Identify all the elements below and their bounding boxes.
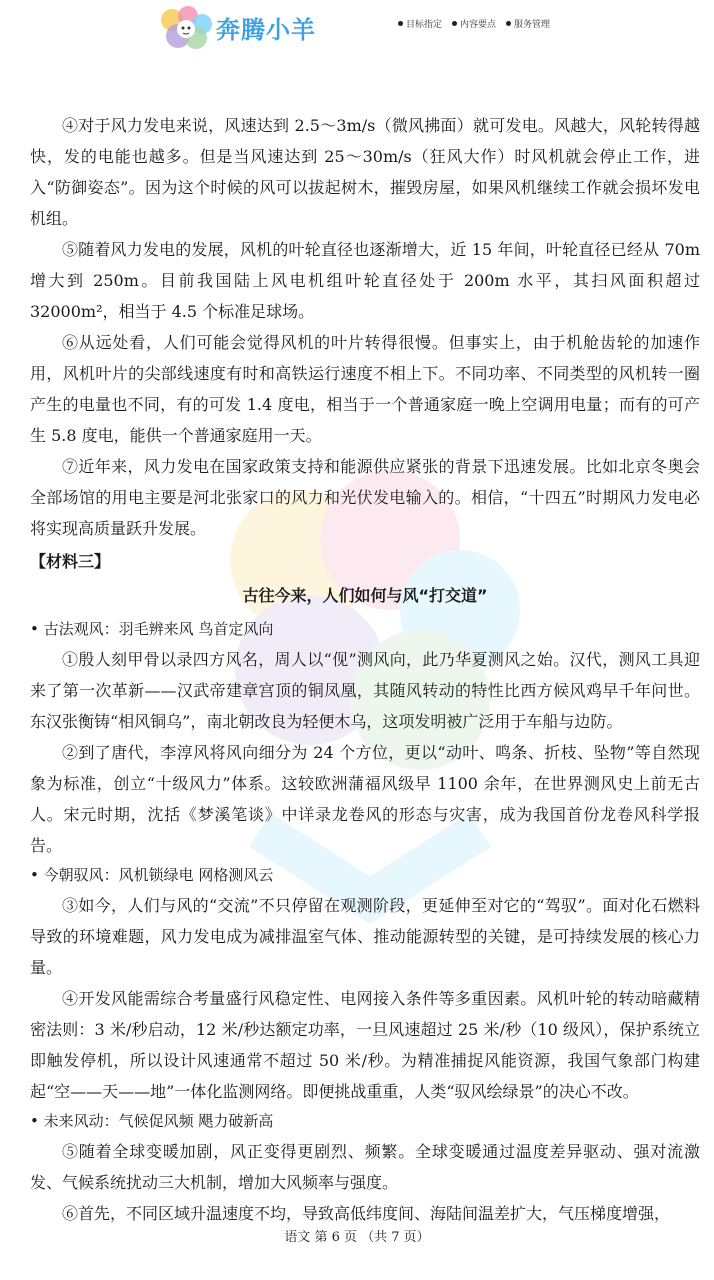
subsection-heading: • 今朝驭风：风机锁绿电 网格测风云 bbox=[30, 866, 274, 884]
material-title: 古往今来，人们如何与风“打交道” bbox=[242, 586, 488, 605]
paragraph: ①殷人刻甲骨以录四方风名，周人以“伣”测风向，此乃华夏测风之始。汉代，测风工具迎来了第一次革新——汉武帝建章宫顶的铜凤凰，其随风转动的特性比西方候风鸡早千年问世。东汉张衡铸“相风铜乌”，南北朝改良为轻便木乌，这项发明被广泛用于车船与边防。 bbox=[30, 650, 700, 731]
nav-item-label: 服务管理 bbox=[514, 20, 551, 30]
header-nav bbox=[398, 17, 550, 30]
page-header bbox=[0, 0, 714, 60]
brand-name: 奔腾小羊 bbox=[216, 16, 316, 44]
paragraph: ⑦近年来，风力发电在国家政策支持和能源供应紧张的背景下迅速发展。比如北京冬奥会全部场馆的用电主要是河北张家口的风力和光伏发电输入的。相信，“十四五”时期风力发电必将实现高质量跃升发展。 bbox=[30, 457, 700, 538]
material-label: 【材料三】 bbox=[30, 552, 111, 571]
paragraph: ⑤随着全球变暖加剧，风正变得更剧烈、频繁。全球变暖通过温度差异驱动、强对流激发、气候系统扰动三大机制，增加大风频率与强度。 bbox=[30, 1142, 700, 1192]
nav-item bbox=[506, 17, 550, 30]
nav-item-label: 目标指定 bbox=[406, 20, 443, 30]
nav-item-label: 内容要点 bbox=[460, 20, 497, 30]
paragraph: ②到了唐代，李淳风将风向细分为 24 个方位，更以“动叶、鸣条、折枝、坠物”等自然现象为标准，创立“十级风力”体系。这较欧洲蒲福风级早 1100 余年，在世界测风史上前无古人。宋元时期，沈括《梦溪笔谈》中详录龙卷风的形态与灾害，成为我国首份龙卷风科学报告。 bbox=[30, 743, 700, 855]
paragraph: ⑥首先，不同区域升温速度不均，导致高低纬度间、海陆间温差扩大，气压梯度增强， bbox=[62, 1204, 671, 1223]
sheep-logo-icon bbox=[158, 6, 214, 52]
paragraph: ⑥从远处看，人们可能会觉得风机的叶片转得很慢。但事实上，由于机舱齿轮的加速作用，风机叶片的尖部线速度有时和高铁运行速度不相上下。不同功率、不同类型的风机转一圈产生的电量也不同，有的可发 1.4 度电，相当于一个普通家庭一晚上空调用电量；而有的可产生 5.8 度电，能供一个普通家庭用一天。 bbox=[30, 333, 700, 445]
document-body bbox=[30, 110, 700, 1229]
bullet-dot-icon bbox=[452, 21, 457, 26]
paragraph: ④开发风能需综合考量盛行风稳定性、电网接入条件等多重因素。风机叶轮的转动暗藏精密法则：3 米/秒启动，12 米/秒达额定功率，一旦风速超过 25 米/秒（10 级风），保护系统立即触发停机，所以设计风速通常不超过 50 米/秒。为精准捕捉风能资源，我国气象部门构建起“空——天——地”一体化监测网络。即便挑战重重，人类“驭风绘绿景”的决心不改。 bbox=[30, 989, 700, 1101]
bullet-dot-icon bbox=[506, 21, 511, 26]
paragraph: ③如今，人们与风的“交流”不只停留在观测阶段，更延伸至对它的“驾驭”。面对化石燃料导致的环境难题，风力发电成为减排温室气体、推动能源转型的关键，是可持续发展的核心力量。 bbox=[30, 896, 700, 977]
subsection-heading: • 古法观风：羽毛辨来风 鸟首定风向 bbox=[30, 620, 274, 638]
bullet-dot-icon bbox=[398, 21, 403, 26]
paragraph: ④对于风力发电来说，风速达到 2.5～3m/s（微风拂面）就可发电。风越大，风轮转得越快，发的电能也越多。但是当风速达到 25～30m/s（狂风大作）时风机就会停止工作，进入“防御姿态”。因为这个时候的风可以拔起树木，摧毁房屋，如果风机继续工作就会损坏发电机组。 bbox=[30, 116, 700, 228]
page-footer: 语文 第 6 页 （共 7 页） bbox=[284, 1230, 430, 1245]
subsection-heading: • 未来风动：气候促风频 飓力破新高 bbox=[30, 1112, 274, 1130]
nav-item bbox=[398, 17, 442, 30]
nav-item bbox=[452, 17, 496, 30]
paragraph: ⑤随着风力发电的发展，风机的叶轮直径也逐渐增大，近 15 年间，叶轮直径已经从 70m 增大到 250m。目前我国陆上风电机组叶轮直径处于 200m 水平，其扫风面积超过 32000m²，相当于 4.5 个标准足球场。 bbox=[30, 240, 700, 321]
